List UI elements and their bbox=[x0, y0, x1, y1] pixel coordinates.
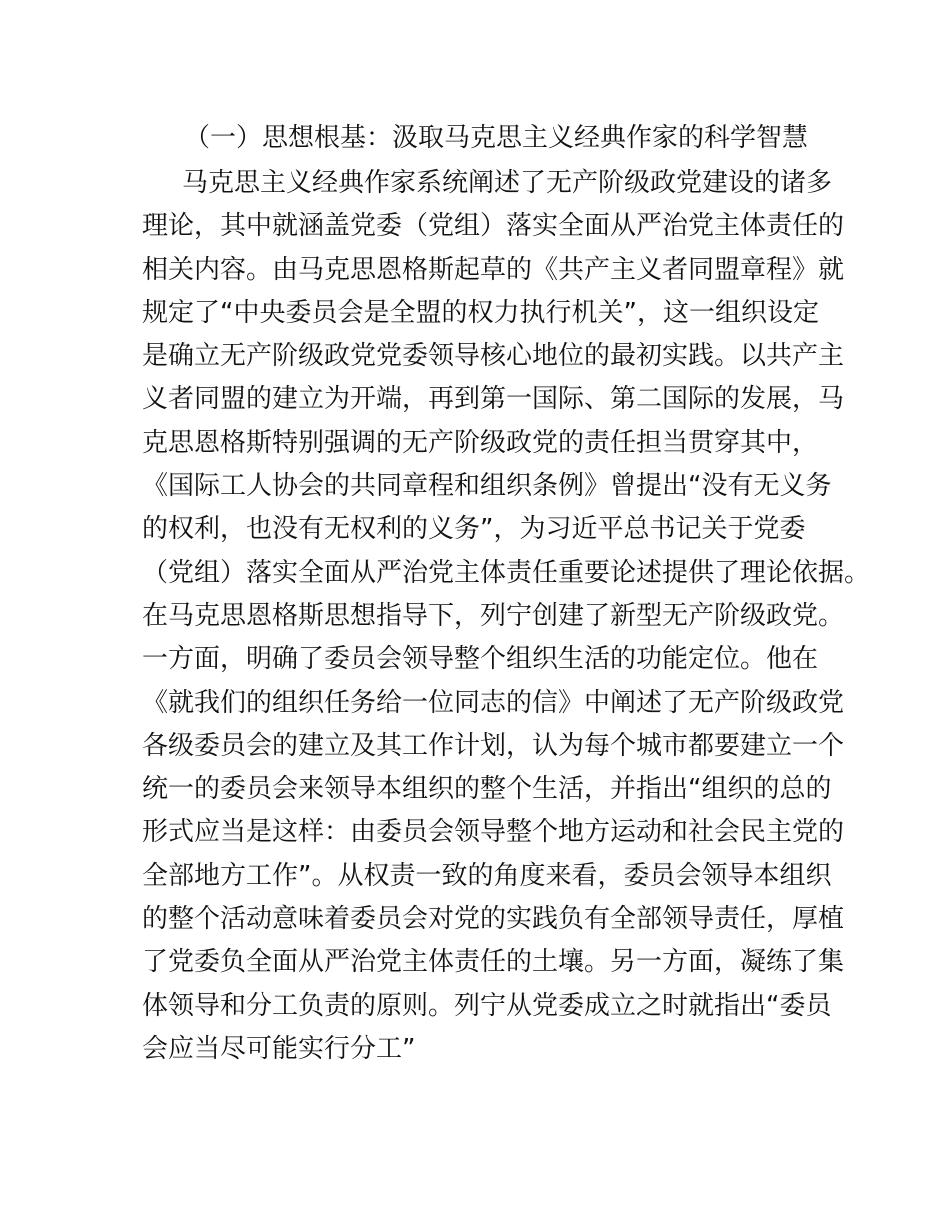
paragraph-line: 《国际工人协会的共同章程和组织条例》曾提出“没有无义务 bbox=[142, 471, 832, 502]
body-paragraph bbox=[142, 162, 871, 1071]
paragraph-line: 了党委负全面从严治党主体责任的土壤。另一方面，凝练了集 bbox=[142, 947, 845, 978]
paragraph-line: 义者同盟的建立为开端，再到第一国际、第二国际的发展，马 bbox=[142, 384, 845, 415]
paragraph-line: 马克思主义经典作家系统阐述了无产阶级政党建设的诸多 bbox=[182, 168, 833, 198]
paragraph-line: 在马克思恩格斯思想指导下，列宁创建了新型无产阶级政党。 bbox=[142, 600, 845, 631]
paragraph-line: 相关内容。由马克思恩格斯起草的《共产主义者同盟章程》就 bbox=[142, 254, 845, 285]
paragraph-line: 全部地方工作”。从权责一致的角度来看，委员会领导本组织 bbox=[142, 860, 832, 891]
paragraph-line: 《就我们的组织任务给一位同志的信》中阐述了无产阶级政党 bbox=[142, 687, 845, 718]
paragraph-line: 理论，其中就涵盖党委（党组）落实全面从严治党主体责任的 bbox=[142, 211, 845, 242]
paragraph-line: 形式应当是这样：由委员会领导整个地方运动和社会民主党的 bbox=[142, 817, 845, 848]
section-heading: （一）思想根基：汲取马克思主义经典作家的科学智慧 bbox=[184, 123, 809, 153]
paragraph-line: 各级委员会的建立及其工作计划，认为每个城市都要建立一个 bbox=[142, 730, 845, 761]
paragraph-line: 规定了“中央委员会是全盟的权力执行机关”，这一组织设定 bbox=[142, 297, 819, 328]
paragraph-line: 克思恩格斯特别强调的无产阶级政党的责任担当贯穿其中， bbox=[142, 427, 819, 458]
paragraph-line: 一方面，明确了委员会领导整个组织生活的功能定位。他在 bbox=[142, 644, 819, 675]
paragraph-line: 的权利，也没有无权利的义务”，为习近平总书记关于党委 bbox=[142, 514, 806, 545]
paragraph-line: 统一的委员会来领导本组织的整个生活，并指出“组织的总的 bbox=[142, 774, 832, 805]
paragraph-line: 的整个活动意味着委员会对党的实践负有全部领导责任，厚植 bbox=[142, 904, 845, 935]
paragraph-line: （党组）落实全面从严治党主体责任重要论述提供了理论依据。 bbox=[142, 557, 871, 588]
paragraph-line: 是确立无产阶级政党党委领导核心地位的最初实践。以共产主 bbox=[142, 341, 845, 372]
paragraph-line: 会应当尽可能实行分工” bbox=[142, 1033, 416, 1064]
paragraph-line: 体领导和分工负责的原则。列宁从党委成立之时就指出“委员 bbox=[142, 990, 832, 1021]
